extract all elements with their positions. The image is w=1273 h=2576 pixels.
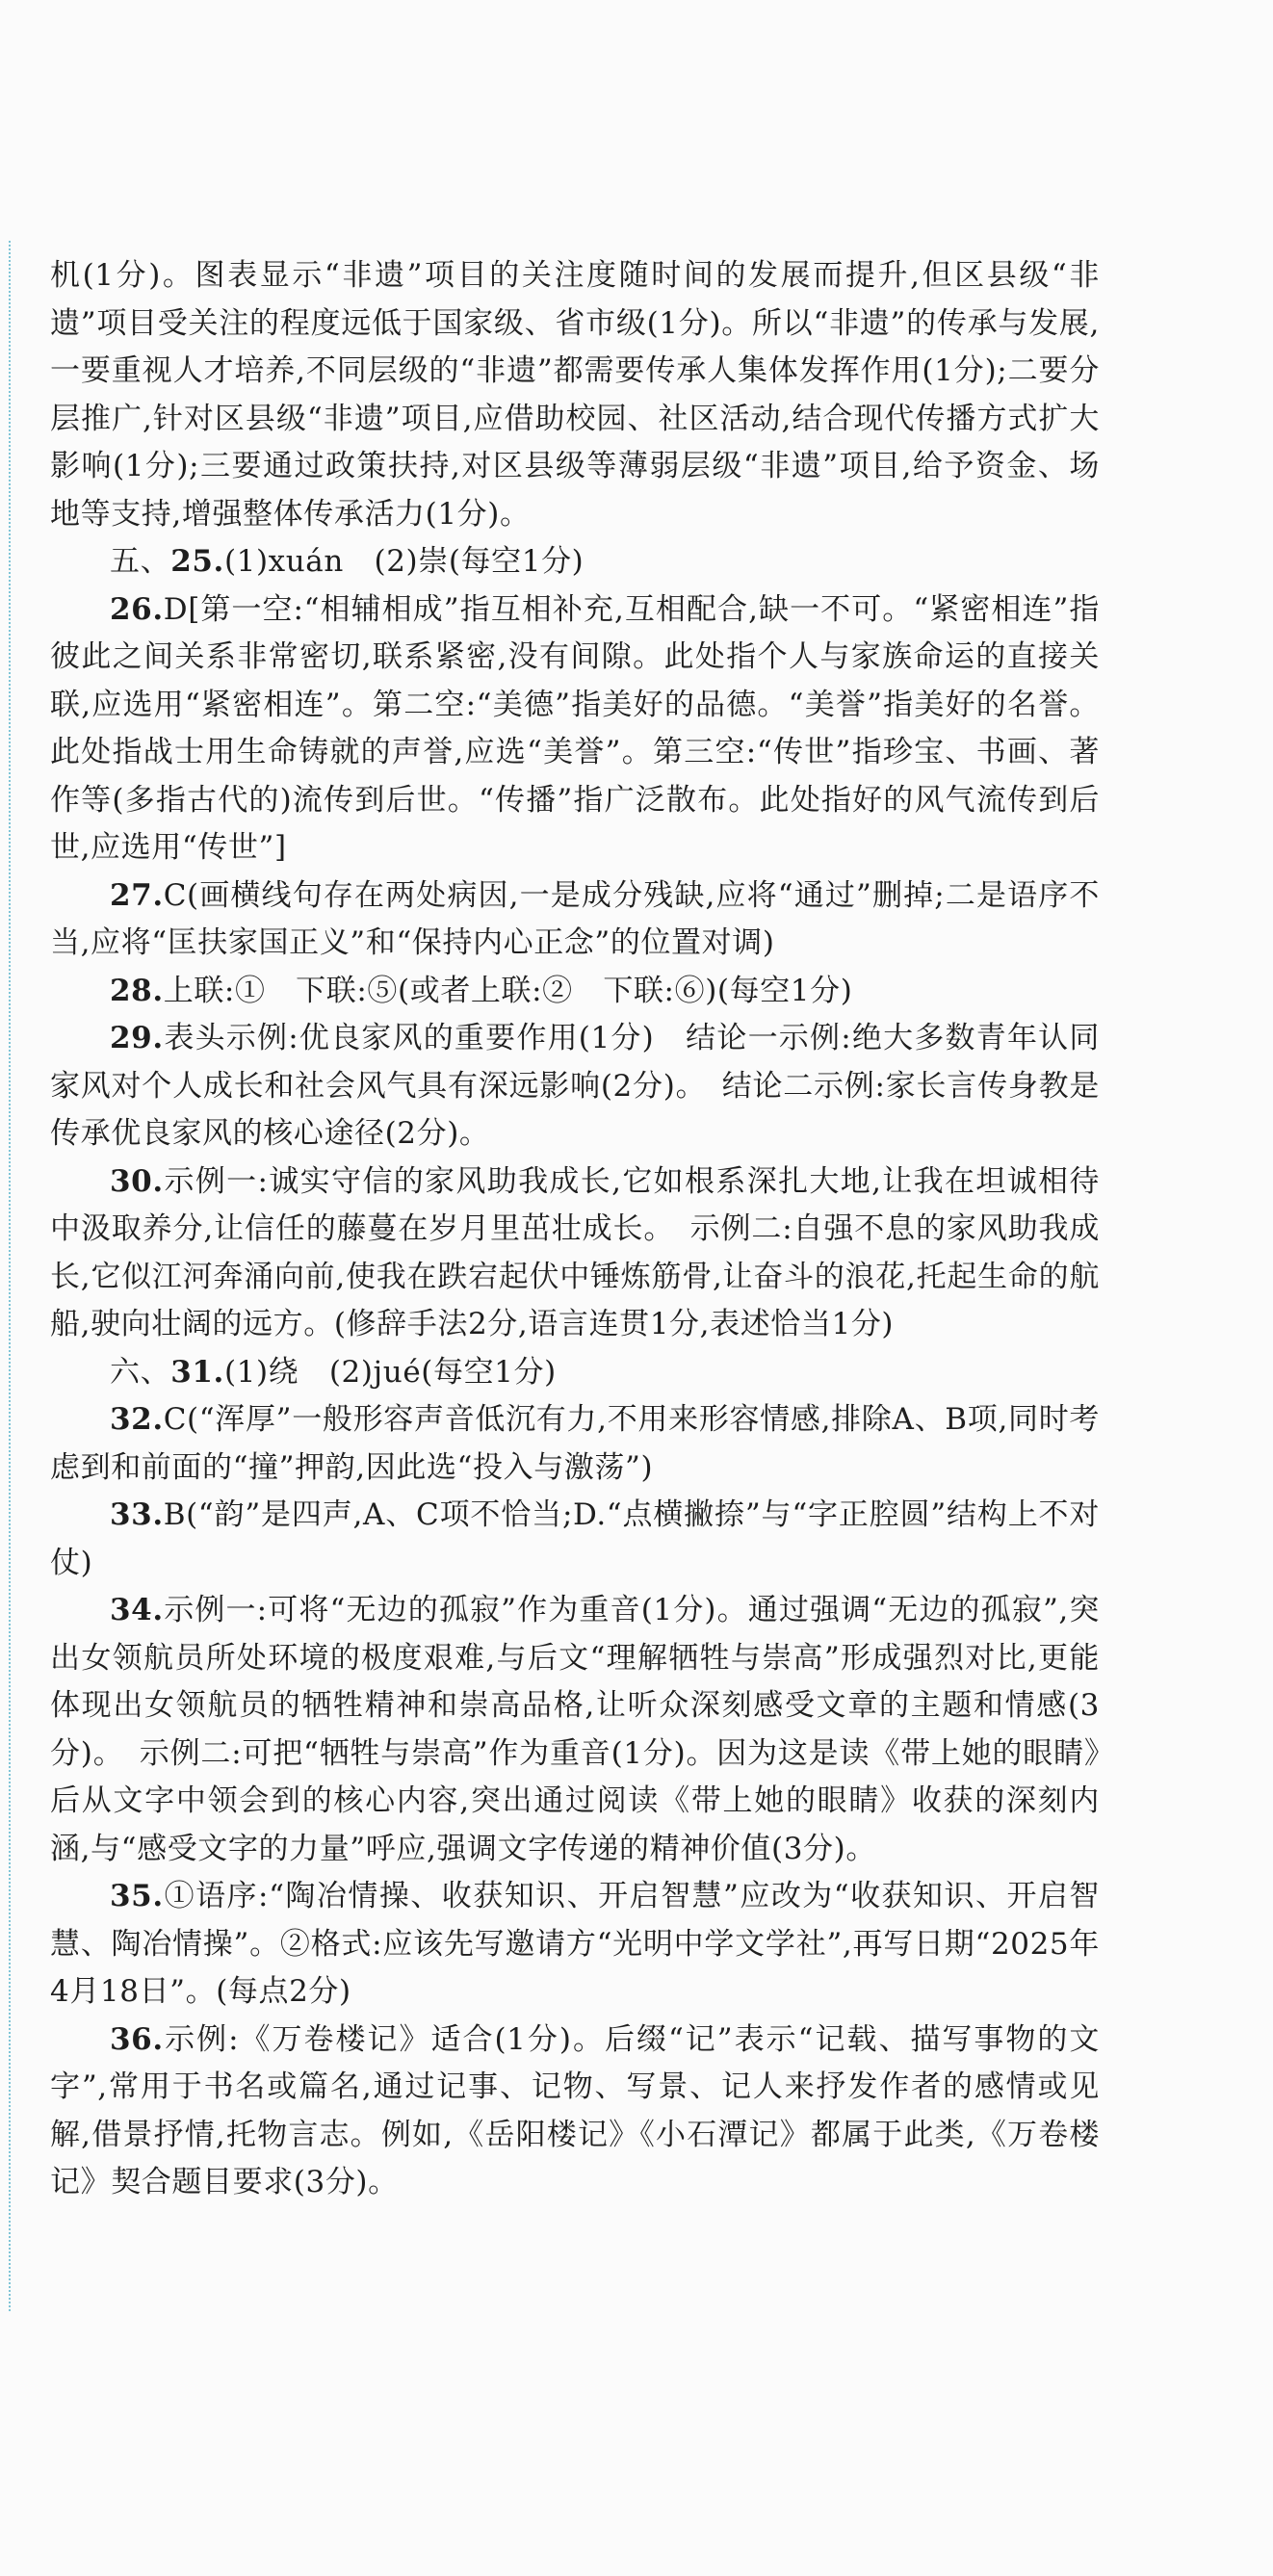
answer-item-35 — [50, 1873, 1100, 2017]
question-number-30: 30. — [110, 1163, 164, 1199]
answer-item-34 — [50, 1587, 1100, 1873]
answer-text-26: D[第一空:“相辅相成”指互相补充,互相配合,缺一不可。“紧密相连”指彼此之间关系非常密切,联系紧密,没有间隙。此处指个人与家族命运的直接关联,应选用“紧密相连”。第二空:“美德”指美好的品德。“美誉”指美好的名誉。此处指战士用生命铸就的声誉,应选“美誉”。第三空:“传世”指珍宝、书画、著作等(多指古代的)流传到后世。“传播”指广泛散布。此处指好的风气流传到后世,应选用“传世”] — [50, 591, 1100, 865]
answer-content — [50, 252, 1100, 2207]
answer-text-25: (1)xuán (2)崇(每空1分) — [223, 544, 585, 579]
question-number-25: 25. — [170, 544, 224, 579]
answer-item-36 — [50, 2017, 1100, 2207]
section-label-6: 六、 — [110, 1354, 171, 1390]
answer-text-30: 示例一:诚实守信的家风助我成长,它如根系深扎大地,让我在坦诚相待中汲取养分,让信任的藤蔓在岁月里茁壮成长。 示例二:自强不息的家风助我成长,它似江河奔涌向前,使我在跌宕起伏中锤炼筋骨,让奋斗的浪花,托起生命的航船,驶向壮阔的远方。(修辞手法2分,语言连贯1分,表述恰当1分) — [50, 1163, 1100, 1341]
answer-item-31 — [50, 1349, 1100, 1397]
question-number-31: 31. — [170, 1354, 224, 1390]
answer-text-34: 示例一:可将“无边的孤寂”作为重音(1分)。通过强调“无边的孤寂”,突出女领航员所处环境的极度艰难,与后文“理解牺牲与崇高”形成强烈对比,更能体现出女领航员的牺牲精神和崇高品格,让听众深刻感受文章的主题和情感(3分)。 示例二:可把“牺牲与崇高”作为重音(1分)。因为这是读《带上她的眼睛》后从文字中领会到的核心内容,突出通过阅读《带上她的眼睛》收获的深刻内涵,与“感受文字的力量”呼应,强调文字传递的精神价值(3分)。 — [50, 1593, 1100, 1866]
answer-item-29 — [50, 1015, 1100, 1158]
answer-text-33: B(“韵”是四声,A、C项不恰当;D.“点横撇捺”与“字正腔圆”结构上不对仗) — [50, 1497, 1100, 1580]
answer-item-33 — [50, 1492, 1100, 1587]
answer-text-35: ①语序:“陶冶情操、收获知识、开启智慧”应改为“收获知识、开启智慧、陶冶情操”。②格式:应该先写邀请方“光明中学文学社”,再写日期“2025年4月18日”。(每点2分) — [50, 1879, 1100, 2009]
answer-item-27 — [50, 872, 1100, 968]
question-number-28: 28. — [110, 973, 164, 1008]
question-number-36: 36. — [110, 2021, 164, 2057]
answer-text-28: 上联:① 下联:⑤(或者上联:② 下联:⑥)(每空1分) — [163, 973, 853, 1008]
question-number-32: 32. — [110, 1402, 164, 1437]
margin-dotted-line — [9, 241, 11, 2311]
answer-item-28 — [50, 968, 1100, 1016]
question-number-33: 33. — [110, 1497, 164, 1532]
answer-item-26 — [50, 586, 1100, 872]
question-number-34: 34. — [110, 1593, 164, 1627]
question-number-29: 29. — [110, 1021, 164, 1055]
answer-text-32: C(“浑厚”一般形容声音低沉有力,不用来形容情感,排除A、B项,同时考虑到和前面的“撞”押韵,因此选“投入与激荡”) — [50, 1402, 1100, 1485]
question-number-35: 35. — [110, 1879, 164, 1913]
answer-text-27: C(画横线句存在两处病因,一是成分残缺,应将“通过”删掉;二是语序不当,应将“匡扶家国正义”和“保持内心正念”的位置对调) — [50, 877, 1100, 960]
answer-text-29: 表头示例:优良家风的重要作用(1分) 结论一示例:绝大多数青年认同家风对个人成长和社会风气具有深远影响(2分)。 结论二示例:家长言传身教是传承优良家风的核心途径(2分)。 — [50, 1021, 1100, 1151]
answer-text-31: (1)绕 (2)jué(每空1分) — [223, 1354, 557, 1390]
answer-item-25 — [50, 538, 1100, 586]
answer-paragraph-continued: 机(1分)。图表显示“非遗”项目的关注度随时间的发展而提升,但区县级“非遗”项目受关注的程度远低于国家级、省市级(1分)。所以“非遗”的传承与发展,一要重视人才培养,不同层级的“非遗”都需要传承人集体发挥作用(1分);二要分层推广,针对区县级“非遗”项目,应借助校园、社区活动,结合现代传播方式扩大影响(1分);三要通过政策扶持,对区县级等薄弱层级“非遗”项目,给予资金、场地等支持,增强整体传承活力(1分)。 — [50, 258, 1100, 532]
answer-item-32 — [50, 1396, 1100, 1492]
question-number-27: 27. — [110, 877, 164, 913]
answer-item-30 — [50, 1158, 1100, 1349]
answer-text-36: 示例:《万卷楼记》适合(1分)。后缀“记”表示“记载、描写事物的文字”,常用于书名或篇名,通过记事、记物、写景、记人来抒发作者的感情或见解,借景抒情,托物言志。例如,《岳阳楼记》《小石潭记》都属于此类,《万卷楼记》契合题目要求(3分)。 — [50, 2021, 1100, 2199]
question-number-26: 26. — [110, 591, 164, 627]
section-label-5: 五、 — [110, 544, 171, 579]
